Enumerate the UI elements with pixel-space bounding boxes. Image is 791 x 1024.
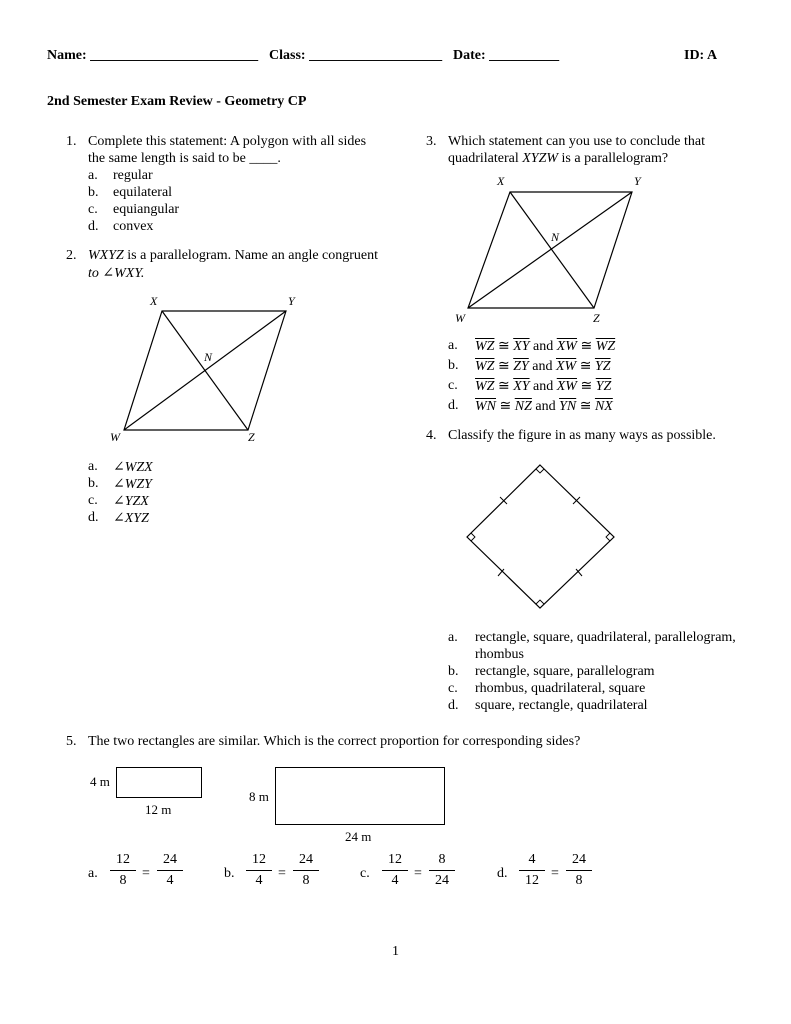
q4-choice-text[interactable]: rectangle, square, quadrilateral, parallelogram, xyxy=(475,630,736,645)
q5-equals: = xyxy=(142,866,150,881)
q4-choice-letter: c. xyxy=(448,681,458,696)
q3-line1: Which statement can you use to conclude that xyxy=(448,134,705,149)
q2-label-z: Z xyxy=(248,430,255,444)
q4-square xyxy=(467,465,614,608)
q3-segment: $\overline{NX}$ xyxy=(594,399,613,414)
q3-segment: $\overline{WZ}$ xyxy=(475,359,495,374)
q5-denominator: 8 xyxy=(119,873,127,888)
q2-parallelogram-figure xyxy=(100,290,320,450)
q3-label-w: W xyxy=(455,311,465,325)
q3-segment: $\overline{WZ}$ xyxy=(595,339,616,354)
q4-choice-text[interactable]: square, rectangle, quadrilateral xyxy=(475,698,648,713)
q3-choice-letter: a. xyxy=(448,338,458,353)
q3-choice-letter: b. xyxy=(448,358,459,373)
q4-choice-text[interactable]: rhombus, quadrilateral, square xyxy=(475,681,646,696)
header-class xyxy=(269,48,442,64)
q3-and-word: and xyxy=(535,399,556,414)
q2-parallelogram-name: WXYZ xyxy=(88,248,124,263)
q1-choice-text[interactable]: convex xyxy=(113,219,154,234)
q5-numerator: 4 xyxy=(528,852,536,867)
q5-numerator: 12 xyxy=(252,852,266,867)
q3-segment: $\overline{YZ}$ xyxy=(594,359,611,374)
class-label: Class: xyxy=(269,48,306,63)
q3-choice-statement[interactable] xyxy=(475,338,615,355)
q3-segment: $\overline{XW}$ xyxy=(555,359,577,374)
q1-choice-letter: a. xyxy=(88,168,98,183)
id-label: ID: xyxy=(684,48,705,63)
q3-choice-letter: d. xyxy=(448,398,459,413)
q1-choice-text[interactable]: regular xyxy=(113,168,153,183)
q3-segment: $\overline{YN}$ xyxy=(559,399,577,414)
q2-choice-text[interactable]: ∠XYZ xyxy=(113,511,149,526)
q5-fraction-left[interactable] xyxy=(108,852,138,889)
q3-segment: $\overline{NZ}$ xyxy=(514,399,532,414)
q2-line1-rest: is a parallelogram. Name an angle congruent xyxy=(123,248,379,263)
q5-denominator: 8 xyxy=(575,873,583,888)
header-name xyxy=(47,48,258,64)
q3-choice-statement[interactable] xyxy=(475,358,611,375)
q2-line1 xyxy=(88,248,378,264)
q2-choice-letter: d. xyxy=(88,510,99,525)
q1-choice-letter: d. xyxy=(88,219,99,234)
date-blank[interactable]: __________ xyxy=(489,48,560,63)
q3-segment: $\overline{XW}$ xyxy=(556,379,577,394)
q1-period: . xyxy=(277,151,281,166)
page-title: 2nd Semester Exam Review - Geometry CP xyxy=(47,94,307,109)
q5-small-width: 12 m xyxy=(145,802,172,817)
q2-line2: to ∠WXY. xyxy=(88,266,145,281)
q3-label-y: Y xyxy=(634,174,641,188)
q4-number: 4. xyxy=(426,428,437,443)
q3-line2 xyxy=(448,151,668,167)
q5-choice-letter: a. xyxy=(88,866,98,881)
q3-segment: $\overline{XY}$ xyxy=(513,339,530,354)
q2-choice-letter: c. xyxy=(88,493,98,508)
q5-fraction-bar xyxy=(293,870,319,871)
q4-choice-text[interactable]: rectangle, square, parallelogram xyxy=(475,664,655,679)
q5-text: The two rectangles are similar. Which is the correct proportion for corresponding sides? xyxy=(88,734,581,749)
q5-large-rectangle xyxy=(275,767,445,825)
q5-choice-letter: b. xyxy=(224,866,235,881)
q3-label-n: N xyxy=(551,230,560,244)
page-number: 1 xyxy=(392,944,399,959)
class-blank[interactable]: ___________________ xyxy=(309,48,443,63)
q5-fraction-bar xyxy=(382,870,408,871)
q5-denominator: 12 xyxy=(525,873,539,888)
q5-denominator: 4 xyxy=(255,873,263,888)
q3-congruent-symbol: ≅ xyxy=(580,339,593,354)
q3-segment: $\overline{WZ}$ xyxy=(475,339,495,354)
q3-congruent-symbol: ≅ xyxy=(497,359,510,374)
q4-right-angle-top xyxy=(536,469,544,473)
q3-diagonal-yw xyxy=(468,192,632,308)
q3-diagonal-xz xyxy=(510,192,594,308)
q5-fraction-left[interactable] xyxy=(244,852,274,889)
q5-fraction-right[interactable] xyxy=(155,852,185,889)
q2-choice-letter: a. xyxy=(88,459,98,474)
q5-large-width: 24 m xyxy=(345,829,372,844)
q2-label-n: N xyxy=(204,350,213,364)
q4-square-figure xyxy=(460,458,624,616)
q5-fraction-bar xyxy=(246,870,272,871)
header-id xyxy=(684,48,717,64)
q2-choice-text[interactable]: ∠WZY xyxy=(113,477,152,492)
q5-denominator: 24 xyxy=(435,873,449,888)
name-label: Name: xyxy=(47,48,87,63)
q4-right-angle-bottom xyxy=(536,600,544,604)
id-value: A xyxy=(706,48,718,63)
q3-label-x: X xyxy=(497,174,505,188)
q5-fraction-right[interactable] xyxy=(427,852,457,889)
q2-label-x: X xyxy=(150,294,158,308)
q3-segment: $\overline{ZY}$ xyxy=(513,359,529,374)
name-blank[interactable]: ________________________ xyxy=(90,48,259,63)
q3-segment: $\overline{XY}$ xyxy=(513,379,530,394)
q2-choice-text[interactable]: ∠WZX xyxy=(113,460,153,475)
q3-and-word: and xyxy=(533,379,554,394)
q3-and-word: and xyxy=(532,359,553,374)
q5-fraction-bar xyxy=(429,870,455,871)
q5-choice-letter: c. xyxy=(360,866,370,881)
q1-blank: ____ xyxy=(249,151,278,166)
q5-numerator: 24 xyxy=(163,852,177,867)
q3-congruent-symbol: ≅ xyxy=(579,359,592,374)
q5-fraction-right[interactable] xyxy=(564,852,594,889)
q1-choice-text[interactable]: equiangular xyxy=(113,202,180,217)
q1-line2 xyxy=(88,151,281,167)
q3-choice-statement[interactable] xyxy=(475,398,613,415)
q3-segment: $\overline{WZ}$ xyxy=(475,379,495,394)
q3-congruent-symbol: ≅ xyxy=(499,399,512,414)
q3-congruent-symbol: ≅ xyxy=(497,379,510,394)
q4-right-angle-right xyxy=(606,533,610,541)
q5-numerator: 12 xyxy=(388,852,402,867)
q2-choice-text[interactable]: ∠YZX xyxy=(113,494,149,509)
q3-congruent-symbol: ≅ xyxy=(579,399,592,414)
q5-small-rectangle xyxy=(116,767,202,798)
q5-choice-letter: d. xyxy=(497,866,508,881)
q3-number: 3. xyxy=(426,134,437,149)
q3-choice-letter: c. xyxy=(448,378,458,393)
q1-choice-letter: b. xyxy=(88,185,99,200)
q4-text: Classify the figure in as many ways as possible. xyxy=(448,428,716,443)
date-label: Date: xyxy=(453,48,486,63)
q5-fraction-bar xyxy=(110,870,136,871)
q5-equals: = xyxy=(278,866,286,881)
q3-segment: $\overline{WN}$ xyxy=(475,399,496,414)
q5-numerator: 12 xyxy=(116,852,130,867)
q5-denominator: 4 xyxy=(391,873,399,888)
q5-fraction-bar xyxy=(566,870,592,871)
header-date xyxy=(453,48,559,64)
q5-equals: = xyxy=(414,866,422,881)
q1-choice-letter: c. xyxy=(88,202,98,217)
q5-fraction-right[interactable] xyxy=(291,852,321,889)
q5-fraction-left[interactable] xyxy=(517,852,547,889)
q5-numerator: 24 xyxy=(572,852,586,867)
q5-large-height: 8 m xyxy=(249,789,269,804)
q2-choice-letter: b. xyxy=(88,476,99,491)
q3-choice-statement[interactable] xyxy=(475,378,611,395)
q5-fraction-left[interactable] xyxy=(380,852,410,889)
q4-right-angle-left xyxy=(471,533,475,541)
q3-line2a: quadrilateral xyxy=(448,151,523,166)
q5-denominator: 4 xyxy=(166,873,174,888)
q4-choice-text-cont[interactable]: rhombus xyxy=(475,647,524,662)
q5-equals: = xyxy=(551,866,559,881)
q5-numerator: 8 xyxy=(438,852,446,867)
q3-segment: $\overline{XW}$ xyxy=(556,339,577,354)
q4-choice-letter: d. xyxy=(448,698,459,713)
q3-label-z: Z xyxy=(593,311,600,325)
q5-numerator: 24 xyxy=(299,852,313,867)
q4-choice-letter: a. xyxy=(448,630,458,645)
q1-line1: Complete this statement: A polygon with all sides xyxy=(88,134,367,149)
q4-choice-letter: b. xyxy=(448,664,459,679)
q1-line2-text: the same length is said to be xyxy=(88,151,246,166)
q5-fraction-bar xyxy=(519,870,545,871)
q3-segment: $\overline{YZ}$ xyxy=(595,379,612,394)
q3-parallelogram-figure xyxy=(450,172,650,330)
q5-fraction-bar xyxy=(157,870,183,871)
q1-choice-text[interactable]: equilateral xyxy=(113,185,173,200)
q2-label-w: W xyxy=(110,430,120,444)
q5-denominator: 8 xyxy=(302,873,310,888)
q3-and-word: and xyxy=(533,339,554,354)
q3-quad-name: XYZW xyxy=(522,151,559,166)
q2-label-y: Y xyxy=(288,294,295,308)
q2-diagonal-yw xyxy=(124,311,286,430)
q3-congruent-symbol: ≅ xyxy=(497,339,510,354)
q3-line2b: is a parallelogram? xyxy=(558,151,669,166)
q2-number: 2. xyxy=(66,248,77,263)
q5-number: 5. xyxy=(66,734,77,749)
q3-congruent-symbol: ≅ xyxy=(580,379,593,394)
q1-number: 1. xyxy=(66,134,77,149)
q5-small-height: 4 m xyxy=(90,774,110,789)
